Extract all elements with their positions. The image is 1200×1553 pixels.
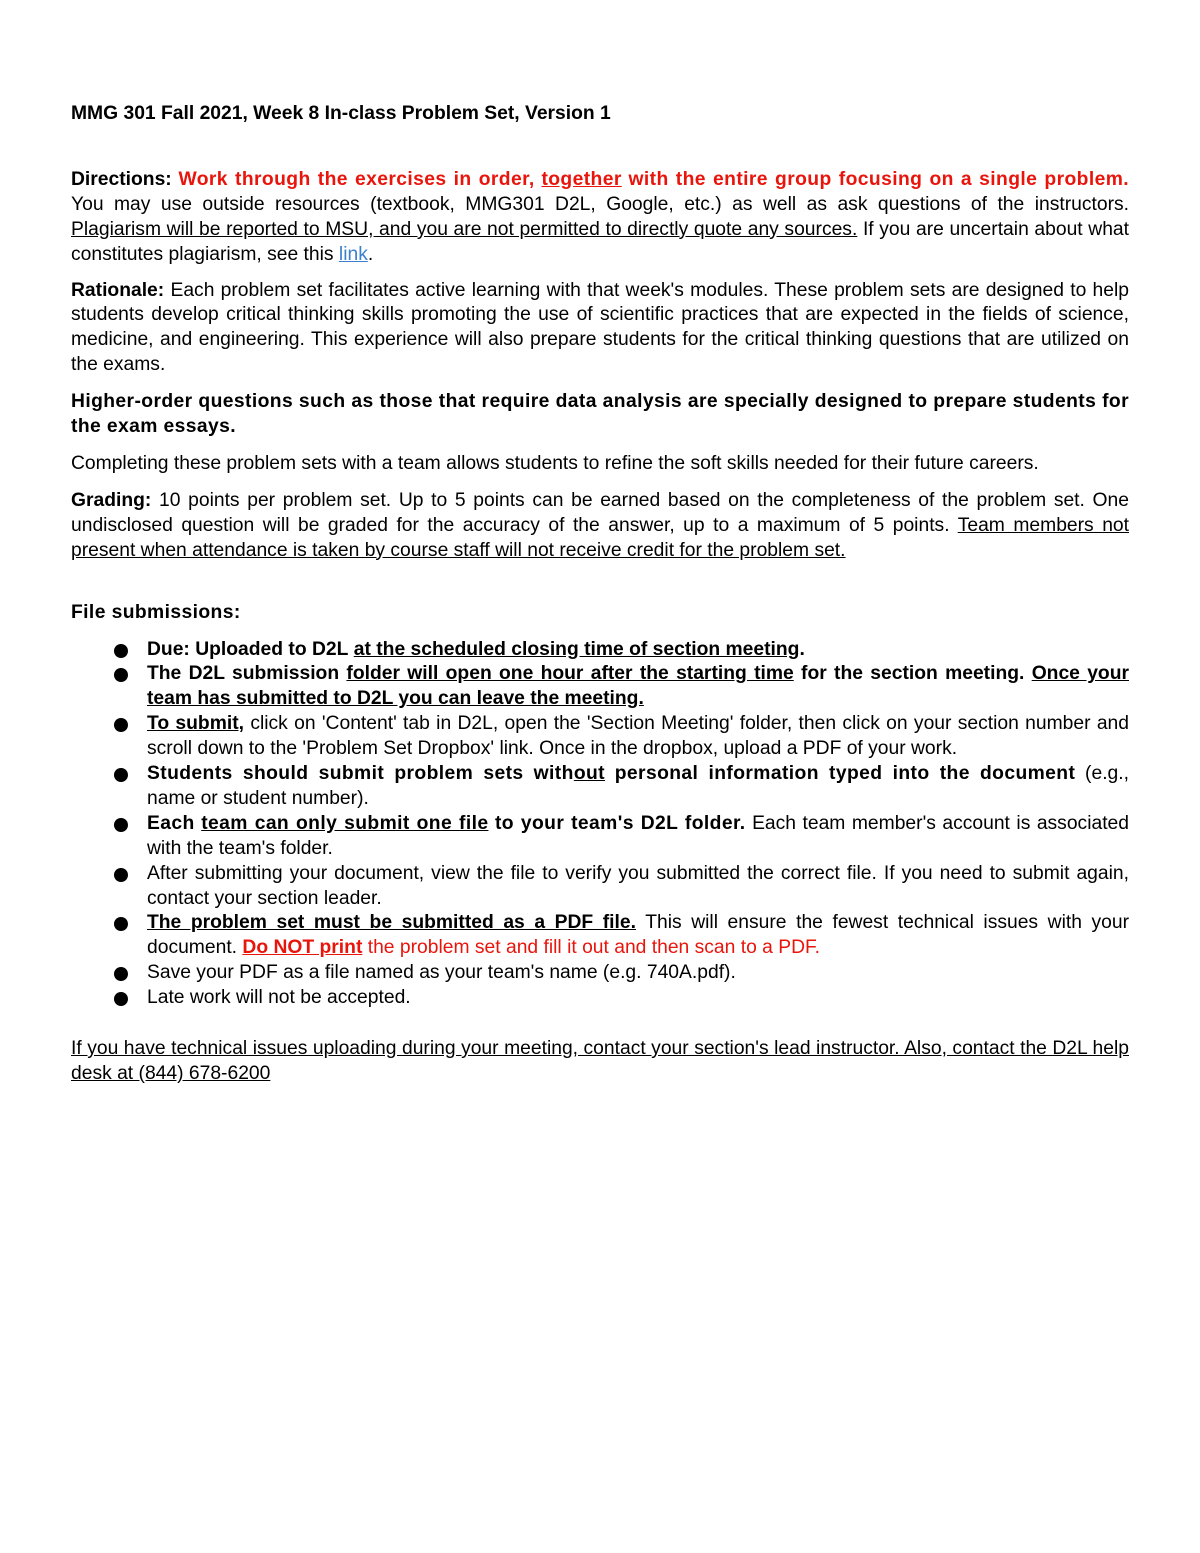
- grading-attendance-warning: Team members not present when attendance is taken by course staff will not receive credit for the problem set.: [71, 514, 1129, 561]
- list-item: To submit, click on 'Content' tab in D2L, open the 'Section Meeting' folder, then click on your section number and scroll down to the 'Problem Set Dropbox' link. Once in the dropbox, upload a PDF of your work.: [71, 712, 1129, 762]
- directions-label: Directions:: [71, 168, 172, 190]
- bullet-icon: [114, 668, 128, 682]
- bullet-icon: [114, 992, 128, 1006]
- list-item: Due: Uploaded to D2L at the scheduled closing time of section meeting.: [71, 638, 1129, 663]
- directions-red-part2: with the entire group focusing on a single problem.: [628, 168, 1130, 190]
- file-submissions-heading: File submissions:: [71, 601, 241, 623]
- grading-text: 10 points per problem set. Up to 5 points can be earned based on the completeness of the problem set. One undisclosed question will be graded for the accuracy of the answer, up to a maximum of 5 points.: [71, 489, 1129, 536]
- directions-red-part1: Work through the exercises in order,: [178, 168, 535, 190]
- rationale-text: Each problem set facilitates active learning with that week's modules. These problem sets are designed to help students develop critical thinking skills promoting the use of scientific practices that are expected in the fields of science, medicine, and engineering. This experience will also prepare students for the critical thinking questions that are utilized on the exams.: [71, 279, 1129, 376]
- directions-paragraph: [71, 168, 1129, 268]
- list-item: Each team can only submit one file to your team's D2L folder. Each team member's account is associated with the team's folder.: [71, 812, 1129, 862]
- rationale-paragraph: [71, 279, 1129, 379]
- document-page: [71, 102, 1129, 1087]
- document-title: MMG 301 Fall 2021, Week 8 In-class Problem Set, Version 1: [71, 103, 611, 124]
- plagiarism-link[interactable]: link: [338, 243, 368, 265]
- bullet-icon: [114, 768, 128, 782]
- list-item: Save your PDF as a file named as your team's name (e.g. 740A.pdf).: [71, 961, 1129, 986]
- directions-together: together: [541, 168, 622, 190]
- list-item: The D2L submission folder will open one hour after the starting time for the section meeting. Once your team has submitted to D2L you can leave the meeting.: [71, 662, 1129, 712]
- file-submissions-list: [71, 638, 1129, 1012]
- grading-label: Grading:: [71, 489, 152, 511]
- grading-paragraph: [71, 489, 1129, 564]
- list-item: Students should submit problem sets without personal information typed into the document (e.g., name or student number).: [71, 762, 1129, 812]
- directions-end: .: [367, 243, 374, 265]
- list-item: The problem set must be submitted as a PDF file. This will ensure the fewest technical issues with your document. Do NOT print the problem set and fill it out and then scan to a PDF.: [71, 911, 1129, 961]
- plagiarism-warning: Plagiarism will be reported to MSU, and you are not permitted to directly quote any sources.: [71, 218, 858, 240]
- rationale-label: Rationale:: [71, 279, 165, 301]
- list-item: After submitting your document, view the file to verify you submitted the correct file. If you need to submit again, contact your section leader.: [71, 862, 1129, 912]
- list-item: Late work will not be accepted.: [71, 986, 1129, 1011]
- directions-text1: You may use outside resources (textbook, MMG301 D2L, Google, etc.) as well as ask questions of the instructors.: [71, 193, 1129, 215]
- bullet-icon: [114, 967, 128, 981]
- bullet-icon: [114, 868, 128, 882]
- soft-skills-paragraph: Completing these problem sets with a team allows students to refine the soft skills needed for their future careers.: [71, 452, 1039, 474]
- higher-order-paragraph: Higher-order questions such as those that require data analysis are specially designed to prepare students for the exam essays.: [71, 391, 1129, 438]
- directions-text2: If you are uncertain about what constitutes plagiarism, see this: [71, 218, 1130, 265]
- bullet-icon: [114, 917, 128, 931]
- bullet-icon: [114, 818, 128, 832]
- bullet-icon: [114, 718, 128, 732]
- bullet-icon: [114, 644, 128, 658]
- footer-help-note: If you have technical issues uploading during your meeting, contact your section's lead instructor. Also, contact the D2L help desk at (844) 678-6200: [71, 1038, 1129, 1084]
